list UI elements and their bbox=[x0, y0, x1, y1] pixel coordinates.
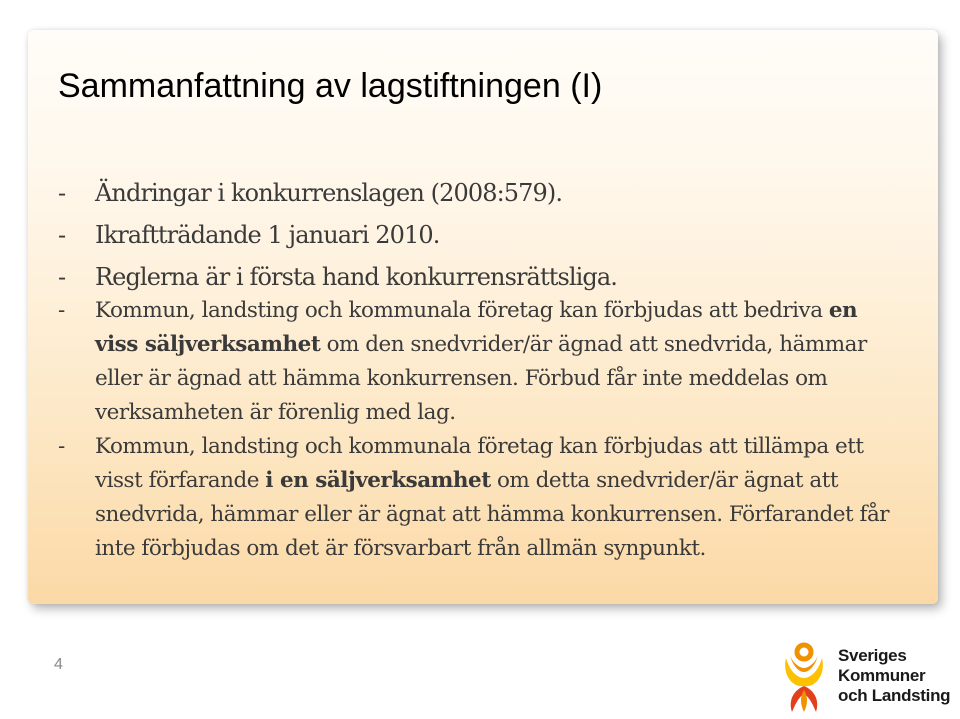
bullet-text: Ändringar i konkurrenslagen (2008:579). bbox=[95, 179, 563, 207]
bullet-text-before: Kommun, landsting och kommunala företag kan förbjudas att bedriva bbox=[95, 298, 829, 323]
bullet-item-sales-procedure bbox=[58, 430, 898, 566]
bullet-text-emphasis: en viss säljverksamhet bbox=[95, 298, 858, 357]
slide-title: Sammanfattning av lagstiftningen (I) bbox=[58, 67, 603, 105]
bullet-dash: - bbox=[58, 298, 65, 323]
bullet-item-sales-activity bbox=[58, 294, 898, 430]
bullet-text: Ikraftträdande 1 januari 2010. bbox=[95, 221, 440, 249]
bullet-dash: - bbox=[58, 434, 65, 459]
bullet-list bbox=[58, 172, 898, 566]
bullet-dash: - bbox=[58, 263, 66, 291]
bullet-dash: - bbox=[58, 221, 66, 249]
bullet-text-emphasis: i en säljverksamhet bbox=[265, 468, 491, 493]
skl-logo bbox=[778, 636, 951, 714]
bullet-item-law-change bbox=[58, 172, 898, 214]
bullet-dash: - bbox=[58, 179, 66, 207]
bullet-item-competition-rules bbox=[58, 256, 898, 298]
skl-logo-text bbox=[838, 646, 950, 706]
logo-line-2: Kommuner bbox=[838, 666, 926, 685]
logo-line-1: Sveriges bbox=[838, 646, 907, 665]
skl-figure-icon bbox=[778, 636, 830, 714]
bullet-text-after: om den snedvrider/är ägnad att snedvrida, hämmar eller är ägnad att hämma konkurrensen. Förbud får inte meddelas om verksamheten är förenlig med lag. bbox=[95, 332, 867, 425]
page-number: 4 bbox=[54, 656, 63, 673]
bullet-text-after: om detta snedvrider/är ägnat att snedvrida, hämmar eller är ägnat att hämma konkurrensen. Förfarandet får inte förbjudas om det är försvarbart från allmän synpunkt. bbox=[95, 468, 890, 561]
bullet-item-effective-date bbox=[58, 214, 898, 256]
logo-line-3: och Landsting bbox=[838, 686, 951, 705]
bullet-text-before: Kommun, landsting och kommunala företag kan förbjudas att tillämpa ett visst förfarande bbox=[95, 434, 864, 493]
bullet-text: Reglerna är i första hand konkurrensrättsliga. bbox=[95, 263, 618, 291]
